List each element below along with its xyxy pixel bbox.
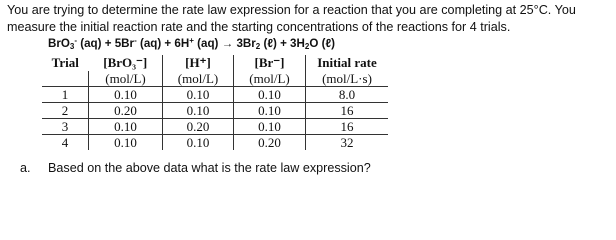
cell-trial: 4 <box>42 135 89 151</box>
water-term: (ℓ) + 3H <box>260 37 305 50</box>
hydrogen-state: (aq) <box>193 37 222 50</box>
cell-hydrogen: 0.10 <box>163 87 234 103</box>
table-header-row <box>42 55 388 71</box>
bromine-term: 3Br <box>233 37 256 50</box>
water-subscript: 2 <box>304 42 310 51</box>
bromate-charge: - <box>74 36 78 45</box>
cell-trial: 3 <box>42 119 89 135</box>
question-a <box>20 161 371 175</box>
unit-initial-rate: (mol/L·s) <box>306 71 389 87</box>
header-hydrogen: [H⁺] <box>163 55 234 71</box>
cell-bromate: 0.10 <box>89 119 163 135</box>
bromide-term: (aq) + 5Br <box>77 37 135 50</box>
bromate-formula <box>48 37 77 50</box>
trial-data-table <box>42 55 388 150</box>
bromide-charge: - <box>134 36 137 45</box>
bromine-subscript: 2 <box>255 42 261 51</box>
unit-trial <box>42 71 89 87</box>
problem-intro: You are trying to determine the rate law expression for a reaction that you are completing at 25°C. You measure the initial reaction rate and the starting concentrations of the reactions for 4 trials. <box>7 3 576 34</box>
cell-bromide: 0.10 <box>234 103 306 119</box>
cell-initial-rate: 8.0 <box>306 87 389 103</box>
cell-trial: 1 <box>42 87 89 103</box>
bromate-symbol: BrO <box>48 37 70 50</box>
unit-bromate: (mol/L) <box>89 71 163 87</box>
table-row <box>42 135 388 151</box>
question-marker: a. <box>20 161 31 175</box>
header-initial-rate: Initial rate <box>317 55 377 70</box>
unit-bromide: (mol/L) <box>234 71 306 87</box>
cell-bromide: 0.10 <box>234 119 306 135</box>
table-row <box>42 103 388 119</box>
hydrogen-charge: + <box>189 36 194 45</box>
cell-bromate: 0.20 <box>89 103 163 119</box>
table-units-row <box>42 71 388 87</box>
reaction-equation <box>48 37 335 50</box>
water-state: O (ℓ) <box>309 37 335 50</box>
header-bromide: [Br⁻] <box>234 55 306 71</box>
cell-initial-rate: 16 <box>306 119 389 135</box>
cell-initial-rate: 32 <box>340 135 354 150</box>
bromate-subscript: 3 <box>69 42 75 51</box>
cell-initial-rate: 16 <box>306 103 389 119</box>
cell-bromide: 0.20 <box>234 135 306 151</box>
cell-trial: 2 <box>42 103 89 119</box>
cell-bromate: 0.10 <box>89 135 163 151</box>
question-text: Based on the above data what is the rate law expression? <box>48 161 371 175</box>
header-trial: Trial <box>51 55 79 70</box>
table-row <box>42 87 388 103</box>
hydrogen-term: (aq) + 6H <box>136 37 190 50</box>
cell-bromate: 0.10 <box>89 87 163 103</box>
header-bromate: [BrO₃⁻] <box>89 55 163 71</box>
unit-hydrogen: (mol/L) <box>163 71 234 87</box>
cell-bromide: 0.10 <box>234 87 306 103</box>
cell-hydrogen: 0.10 <box>163 135 234 151</box>
reaction-arrow-icon: → <box>221 37 234 50</box>
cell-hydrogen: 0.20 <box>163 119 234 135</box>
table-row <box>42 119 388 135</box>
cell-hydrogen: 0.10 <box>163 103 234 119</box>
